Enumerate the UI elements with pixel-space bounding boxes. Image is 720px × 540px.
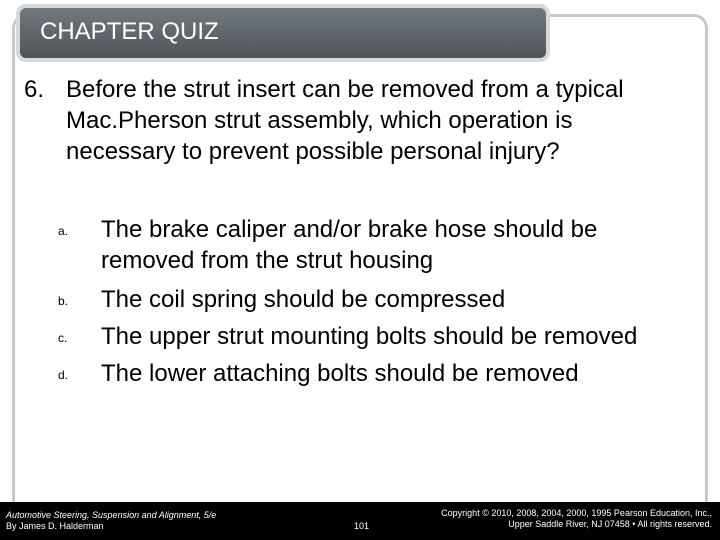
- copyright-line-2: Upper Saddle River, NJ 07458 • All rights reserved.: [508, 519, 712, 529]
- question-number: 6.: [24, 76, 45, 103]
- slide-title: CHAPTER QUIZ: [40, 18, 219, 45]
- option-text: The coil spring should be compressed: [101, 286, 506, 313]
- option-text: The brake caliper and/or brake hose should be removed from the strut housing: [101, 216, 598, 274]
- question-text: Before the strut insert can be removed from a typical Mac.Pherson strut assembly, which operation is necessary to prevent possible personal injury?: [66, 76, 624, 165]
- page-number: 101: [354, 521, 370, 531]
- footer-bar: [0, 502, 720, 540]
- option-letter: a.: [58, 224, 69, 238]
- option-text: The lower attaching bolts should be removed: [101, 360, 579, 387]
- option-letter: c.: [58, 331, 68, 345]
- option-text: The upper strut mounting bolts should be removed: [101, 323, 638, 350]
- option-letter: d.: [58, 368, 69, 382]
- copyright-line-1: Copyright © 2010, 2008, 2004, 2000, 1995 Pearson Education, Inc.,: [441, 508, 712, 518]
- book-author: By James D. Halderman: [6, 521, 104, 531]
- footer-book-info: [6, 510, 216, 532]
- copyright-notice: [441, 508, 712, 530]
- option-letter: b.: [58, 294, 69, 308]
- book-title: Automotive Steering, Suspension and Alignment, 5/e: [6, 510, 217, 520]
